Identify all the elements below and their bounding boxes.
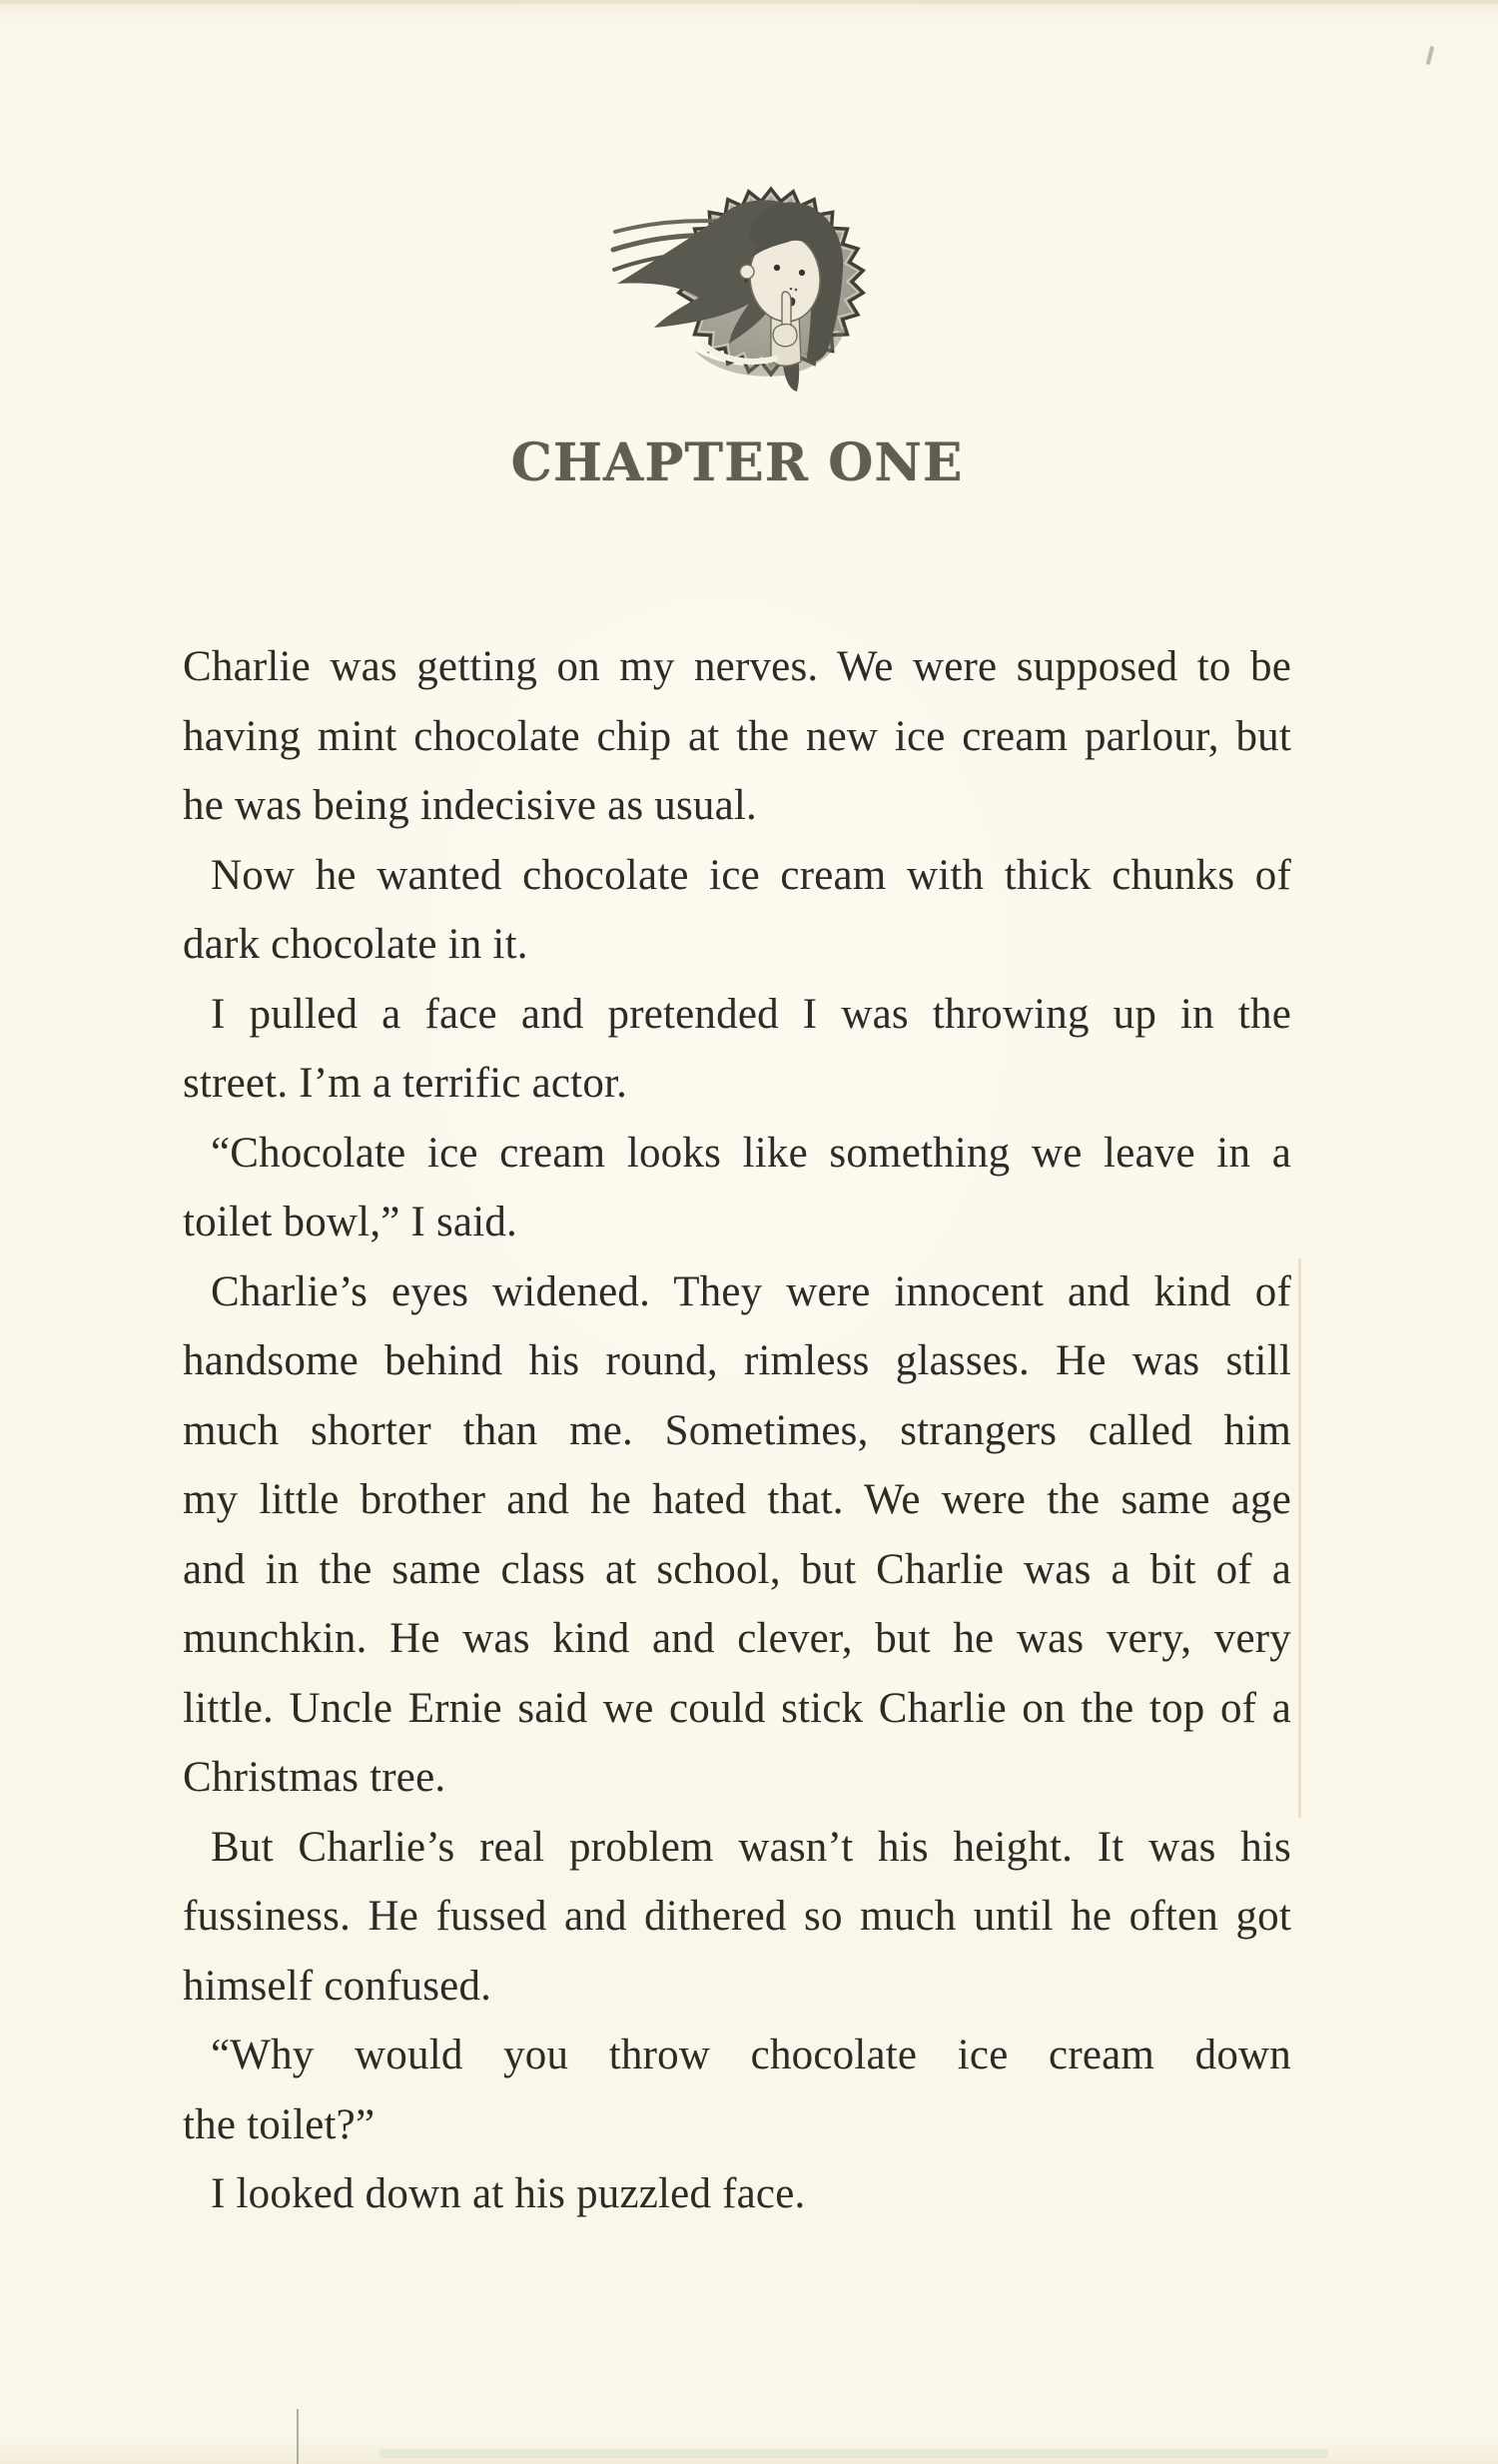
text-line: having mint chocolate chip at the new ice cream parlour, but bbox=[183, 712, 1291, 760]
scan-fold-line bbox=[1298, 1258, 1301, 1818]
text-line: I looked down at his puzzled face. bbox=[211, 2170, 806, 2217]
scan-bottom-tint bbox=[379, 2449, 1328, 2458]
text-line: fussiness. He fussed and dithered so much until he often got bbox=[183, 1893, 1291, 1940]
text-line: toilet bowl,” I said. bbox=[183, 1199, 517, 1245]
text-line: munchkin. He was kind and clever, but he was very, very bbox=[183, 1615, 1291, 1662]
text-line: street. I’m a terrific actor. bbox=[183, 1060, 628, 1107]
text-line: Christmas tree. bbox=[183, 1754, 446, 1801]
text-line: he was being indecisive as usual. bbox=[183, 782, 758, 829]
text-line: dark chocolate in it. bbox=[183, 921, 528, 968]
text-line: But Charlie’s real problem wasn’t his height. It was his bbox=[211, 1823, 1291, 1871]
text-line: “Chocolate ice cream looks like something we leave in a bbox=[211, 1129, 1291, 1177]
text-line: my little brother and he hated that. We were the same age bbox=[183, 1476, 1291, 1523]
text-line: “Why would you throw chocolate ice cream down bbox=[211, 2032, 1291, 2078]
text-line: and in the same class at school, but Charlie was a bit of a bbox=[183, 1545, 1291, 1593]
text-line: himself confused. bbox=[183, 1962, 492, 2010]
scan-crease-mark bbox=[297, 2409, 299, 2464]
text-line: handsome behind his round, rimless glasses. He was still bbox=[183, 1337, 1291, 1384]
scan-top-edge bbox=[0, 0, 1498, 4]
text-line: I pulled a face and pretended I was throwing up in the bbox=[211, 990, 1291, 1038]
text-line: the toilet?” bbox=[183, 2100, 375, 2148]
chapter-title: CHAPTER ONE bbox=[510, 432, 964, 493]
body-text bbox=[183, 632, 1291, 2229]
text-line: Now he wanted chocolate ice cream with thick chunks of bbox=[211, 851, 1291, 899]
text-line: Charlie’s eyes widened. They were innocent and kind of bbox=[211, 1267, 1291, 1315]
text-line: much shorter than me. Sometimes, strangers called him bbox=[183, 1406, 1291, 1454]
text-line: little. Uncle Ernie said we could stick Charlie on the top of a bbox=[183, 1684, 1291, 1732]
text-line: Charlie was getting on my nerves. We were supposed to be bbox=[183, 643, 1291, 690]
girl-shush-stamp-illustration bbox=[599, 166, 879, 402]
